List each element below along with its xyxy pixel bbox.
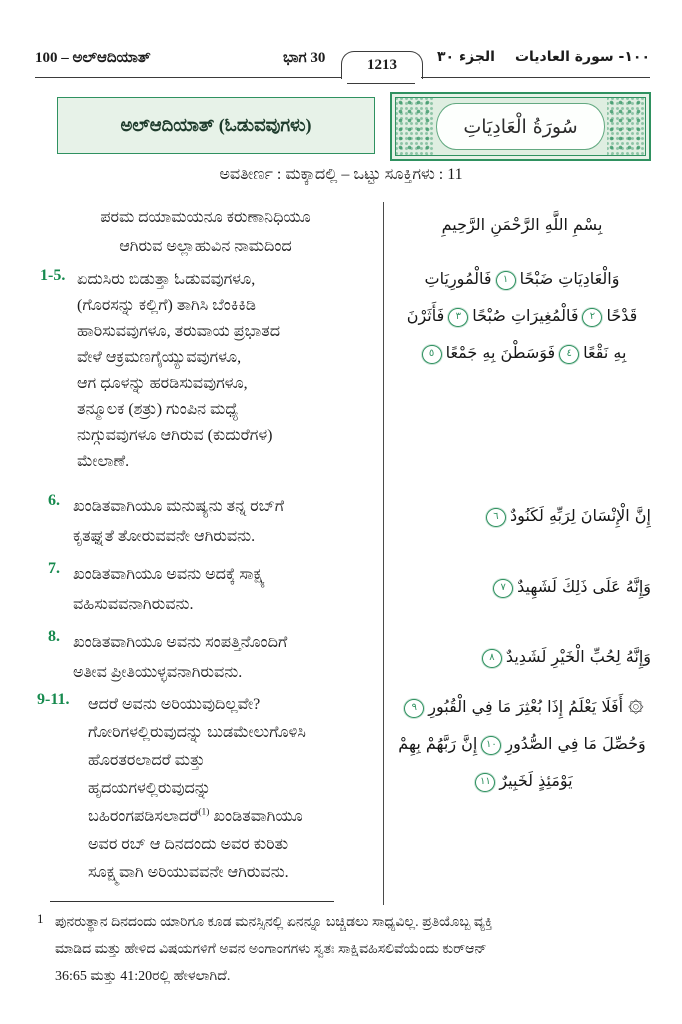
- arabic-verse-line: [393, 762, 651, 799]
- arabic-text-segment: فَوَسَطْنَ بِهِ جَمْعًا: [445, 343, 556, 362]
- surah-title-frame: [395, 97, 646, 156]
- verse-line: ಖಂಡಿತವಾಗಿಯೂ ಅವನು ಅದಕ್ಕೆ ಸಾಕ್ಷ್ಯ: [73, 566, 266, 583]
- arabesque-ornament-left: [396, 98, 434, 155]
- verse-text: ಬಹಿರಂಗಪಡಿಸಲಾದರೆ: [88, 808, 199, 825]
- verse-block-arabic-6: [393, 497, 651, 534]
- header-part-label: ಭಾಗ 30: [283, 50, 326, 66]
- footnote-line: ಮಾಡಿದ ಮತ್ತು ಹೇಳಿದ ವಿಷಯಗಳಿಗೆ ಅವನ ಅಂಗಾಂಗಗಳು ಸ್ವತಃ ಸಾಕ್ಷಿವಹಿಸಲಿವೆಯೆಂದು ಕುರ್‌ಆನ್: [55, 942, 487, 957]
- arabic-text-segment: وَإِنَّهُ لِحُبِّ الْخَيْرِ لَشَدِيدٌ: [505, 647, 651, 666]
- ayah-number-medallion: ٦: [486, 508, 506, 527]
- ayah-number-medallion: ٩: [404, 699, 424, 718]
- ayah-number-medallion: ١٠: [481, 736, 501, 755]
- arabic-verse-line: [393, 568, 651, 605]
- verse-line-with-footnote: [37, 803, 378, 831]
- verse-block-kannada-1-5: [40, 267, 378, 475]
- header-surah-ref-kannada: 100 – ಅಲ್‌ಆದಿಯಾತ್: [35, 50, 151, 66]
- verse-number-label: 7.: [48, 560, 60, 577]
- verse-number-label: 6.: [48, 492, 60, 509]
- ayah-number-medallion: ١: [496, 271, 516, 290]
- footnote-separator: [50, 901, 334, 902]
- surah-title-arabic: سُورَةُ الْعَادِيَاتِ: [463, 115, 578, 138]
- footnote-marker: 1: [37, 911, 44, 926]
- verse-line: ಹೃದಯಗಳಲ್ಲಿರುವುದನ್ನು: [88, 780, 211, 797]
- verse-block-kannada-8: [48, 628, 378, 688]
- ayah-number-medallion: ٢: [582, 308, 602, 327]
- ayah-number-medallion: ٨: [482, 649, 502, 668]
- arabic-text-segment: يَوْمَئِذٍ لَخَبِيرٌ: [499, 771, 573, 790]
- page-number: 1213: [367, 57, 397, 73]
- arabic-verse-line: [393, 638, 651, 675]
- verse-line: ತನ್ಮೂಲಕ (ಶತ್ರು) ಗುಂಪಿನ ಮಧ್ಯೆ: [77, 401, 239, 418]
- revelation-info-line: ಅವತೀರ್ಣ : ಮಕ್ಕಾದಲ್ಲಿ – ಒಟ್ಟು ಸೂಕ್ತಿಗಳು : 11: [219, 166, 463, 183]
- verse-block-kannada-6: [48, 492, 378, 552]
- bismillah-kannada-line: ಆಗಿರುವ ಅಲ್ಲಾಹುವಿನ ನಾಮದಿಂದ: [119, 238, 292, 255]
- arabic-text-segment: قَدْحًا: [606, 306, 638, 325]
- footnote-reference: (1): [198, 807, 210, 818]
- ayah-number-medallion: ٧: [493, 579, 513, 598]
- bismillah-kannada: [38, 203, 373, 261]
- verse-line: ಹಾರಿಸುವವುಗಳೂ, ತರುವಾಯ ಪ್ರಭಾತದ: [77, 323, 281, 340]
- verse-line: ವಹಿಸುವವನಾಗಿರುವನು.: [73, 596, 194, 613]
- arabic-text-segment: فَالْمُغِيرَاتِ صُبْحًا: [472, 306, 579, 325]
- verse-number-label: 9-11.: [37, 691, 70, 708]
- surah-title-box-kannada: [57, 97, 375, 154]
- arabic-verse-line: [393, 725, 651, 762]
- verse-block-kannada-7: [48, 560, 378, 620]
- header-surah-ref-arabic: ١٠٠- سورة العاديات: [514, 49, 650, 65]
- verse-number-label: 1-5.: [40, 267, 66, 284]
- verse-text: ಖಂಡಿತವಾಗಿಯೂ: [209, 808, 303, 825]
- verse-line: ಖಂಡಿತವಾಗಿಯೂ ಅವನು ಸಂಪತ್ತಿನೊಂದಿಗೆ: [73, 634, 288, 651]
- bismillah-arabic-line: بِسْمِ اللَّهِ الرَّحْمَنِ الرَّحِيمِ: [441, 215, 603, 234]
- arabic-verse-line: [393, 297, 651, 334]
- verse-block-arabic-1-5: [393, 260, 651, 371]
- arabic-verse-line: [393, 688, 651, 725]
- arabic-text-segment: وَالْعَادِيَاتِ ضَبْحًا: [519, 269, 620, 288]
- verse-line: ನುಗ್ಗುವವುಗಳೂ ಆಗಿರುವ (ಕುದುರೆಗಳ): [77, 427, 273, 444]
- surah-title-box-arabic: [390, 92, 651, 161]
- footnote-text: [55, 909, 652, 990]
- arabic-text-segment: فَالْمُورِيَاتِ: [424, 269, 492, 288]
- page-number-tab: [341, 51, 423, 79]
- header-juz-arabic: الجزء ٣٠: [437, 49, 495, 65]
- bismillah-arabic: [393, 206, 651, 243]
- footnote-line: 36:65 ಮತ್ತು 41:20ರಲ್ಲಿ ಹೇಳಲಾಗಿದೆ.: [55, 969, 231, 984]
- verse-line: ಅವರ ರಬ್ ಆ ದಿನದಂದು ಅವರ ಕುರಿತು: [88, 836, 289, 853]
- arabic-text-segment: بِهِ نَقْعًا: [583, 343, 627, 362]
- arabesque-ornament-right: [607, 98, 645, 155]
- verse-line: (ಗೊರಸನ್ನು ಕಲ್ಲಿಗೆ) ತಾಗಿಸಿ ಬೆಂಕಿಕಿಡಿ: [77, 297, 256, 314]
- footnote-line: ಪುನರುತ್ಥಾನ ದಿನದಂದು ಯಾರಿಗೂ ಕೂಡ ಮನಸ್ಸಿನಲ್ಲಿ ಏನನ್ನೂ ಬಚ್ಚಿಡಲು ಸಾಧ್ಯವಿಲ್ಲ. ಪ್ರತಿಯೊಬ್ಬ ವ್ಯಕ್ತಿ: [55, 915, 493, 930]
- surah-title-cartouche: [436, 103, 605, 150]
- verse-number-label: 8.: [48, 628, 60, 645]
- verse-block-arabic-8: [393, 638, 651, 675]
- header-rule-left: [35, 77, 341, 78]
- verse-line: ವೇಳೆ ಆಕ್ರಮಣಗೈಯ್ಯುವವುಗಳೂ,: [77, 349, 242, 366]
- arabic-verse-line: [393, 334, 651, 371]
- verse-line: ಕೃತಘ್ನತೆ ತೋರುವವನೇ ಆಗಿರುವನು.: [73, 528, 256, 545]
- bismillah-kannada-line: ಪರಮ ದಯಾಮಯನೂ ಕರುಣಾನಿಧಿಯೂ: [100, 209, 311, 226]
- surah-title-kannada: ಅಲ್‌ಆದಿಯಾತ್ (ಓಡುವವುಗಳು): [120, 115, 312, 135]
- verse-line: ಆಗ ಧೂಳನ್ನು ಹರಡಿಸುವವುಗಳೂ,: [77, 375, 248, 392]
- arabic-text-segment: فَأَثَرْنَ: [406, 306, 445, 325]
- arabic-verse-line: [393, 497, 651, 534]
- verse-line: ಅತೀವ ಪ್ರೀತಿಯುಳ್ಳವನಾಗಿರುವನು.: [73, 664, 243, 681]
- verse-line: ಖಂಡಿತವಾಗಿಯೂ ಮನುಷ್ಯನು ತನ್ನ ರಬ್‌ಗೆ: [73, 498, 284, 515]
- verse-line: ಮೇಲಾಣೆ.: [77, 453, 130, 470]
- page-number-underline: [347, 83, 415, 84]
- arabic-verse-line: [393, 260, 651, 297]
- arabic-text-segment: إِنَّ الْإِنْسَانَ لِرَبِّهِ لَكَنُودٌ: [509, 506, 651, 525]
- arabic-text-segment: وَحُصِّلَ مَا فِي الصُّدُورِ: [505, 734, 646, 753]
- ayah-number-medallion: ٤: [559, 345, 579, 364]
- ayah-number-medallion: ١١: [475, 773, 495, 792]
- verse-line: ಹೊರತರಲಾದರೆ ಮತ್ತು: [88, 752, 205, 769]
- verse-block-arabic-7: [393, 568, 651, 605]
- verse-block-kannada-9-11: [37, 691, 378, 887]
- arabic-text-segment: ۞ أَفَلَا يَعْلَمُ إِذَا بُعْثِرَ مَا فِي الْقُبُورِ: [428, 697, 644, 716]
- verse-line: ಏದುಸಿರು ಬಿಡುತ್ತಾ ಓಡುವವುಗಳೂ,: [77, 271, 256, 288]
- arabic-text-segment: وَإِنَّهُ عَلَى ذَلِكَ لَشَهِيدٌ: [517, 577, 651, 596]
- ayah-number-medallion: ٣: [448, 308, 468, 327]
- verse-line: ಸೂಕ್ಷ್ಮವಾಗಿ ಅರಿಯುವವನೇ ಆಗಿರುವನು.: [88, 864, 289, 881]
- verse-block-arabic-9-11: [393, 688, 651, 799]
- column-divider: [383, 202, 384, 905]
- arabic-text-segment: إِنَّ رَبَّهُمْ بِهِمْ: [398, 734, 478, 753]
- ayah-number-medallion: ٥: [422, 345, 442, 364]
- verse-line: ಗೋರಿಗಳಲ್ಲಿರುವುದನ್ನು ಬುಡಮೇಲುಗೊಳಿಸಿ: [88, 724, 306, 741]
- header-rule-right: [421, 77, 650, 78]
- verse-line: ಆದರೆ ಅವನು ಅರಿಯುವುದಿಲ್ಲವೇ?: [88, 696, 261, 713]
